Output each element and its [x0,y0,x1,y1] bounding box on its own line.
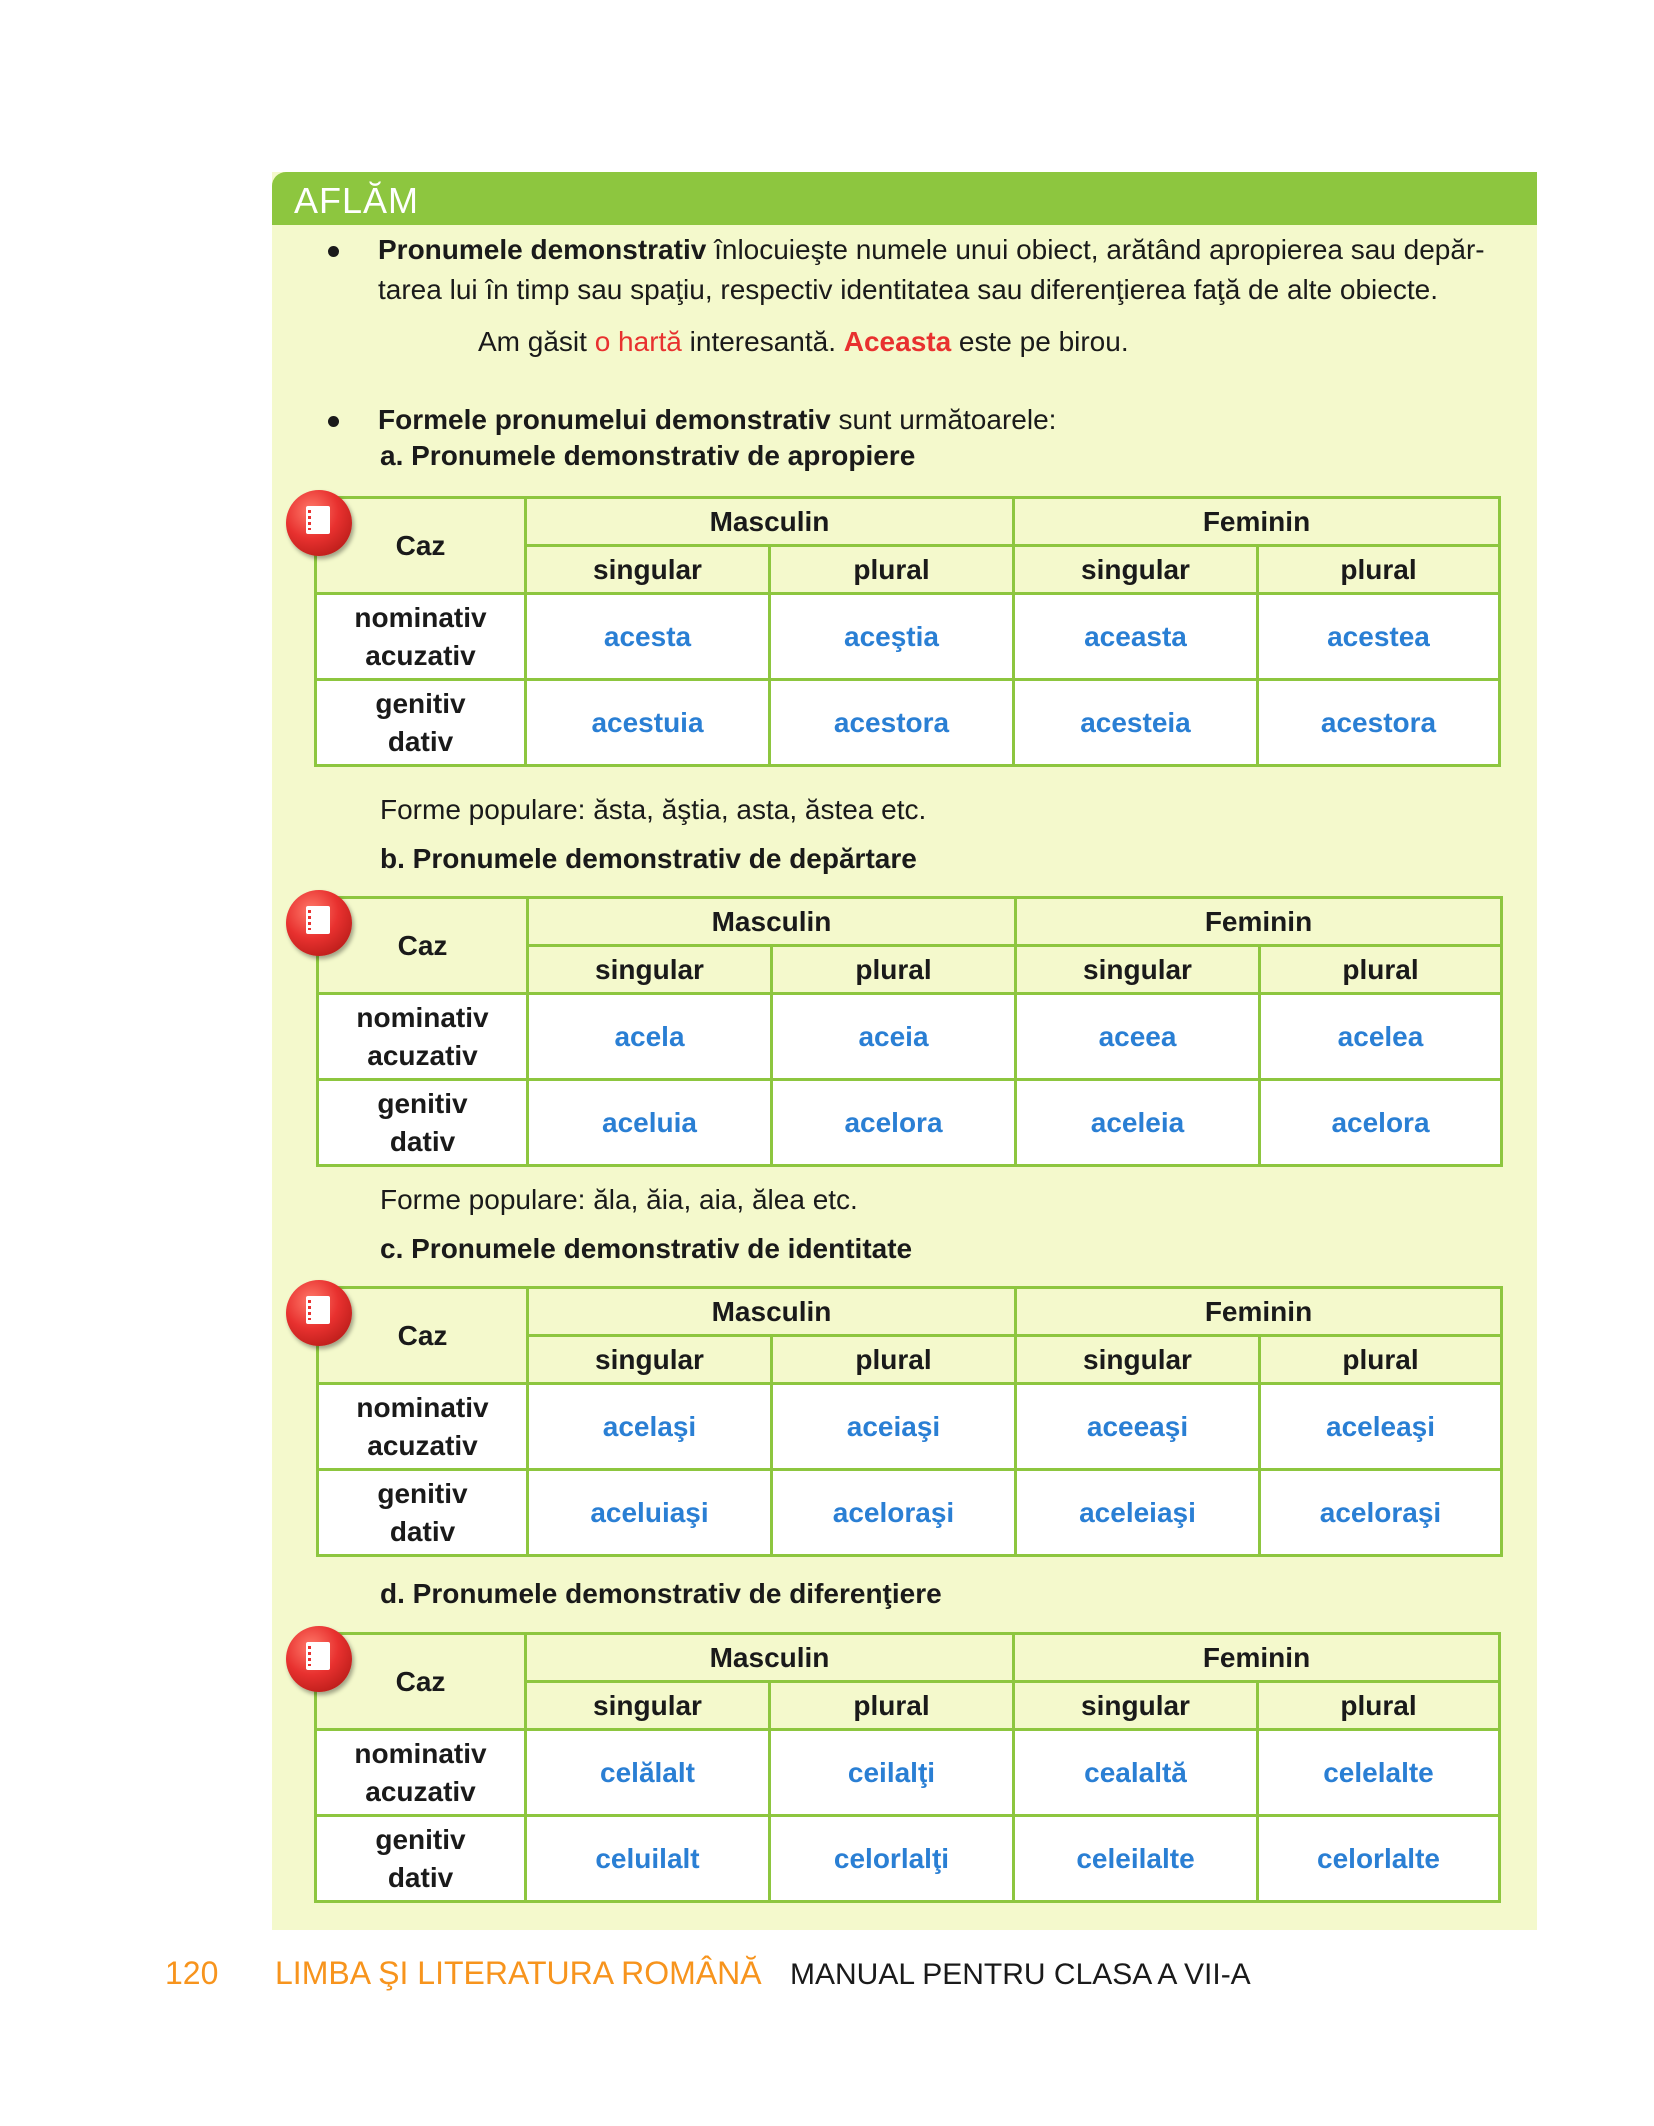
notebook-icon [286,490,352,556]
plural-header: plural [1258,546,1500,594]
pronoun-form: aceloraşi [1260,1470,1502,1556]
bullet-icon [328,246,339,257]
case-label-line: dativ [389,1515,456,1547]
masculine-header: Masculin [526,498,1014,546]
term-bold: Pronumele demonstrativ [378,234,707,265]
notebook-icon [286,1626,352,1692]
pronoun-form: aceea [1016,994,1260,1080]
table-row [316,1816,1500,1902]
pronoun-form: aceluia [528,1080,772,1166]
table-heading: d. Pronumele demonstrativ de diferenţiere [380,1578,942,1609]
table-row [318,1384,1502,1470]
demonstrative-table [316,1286,1503,1557]
notebook-page-shape [306,1642,330,1670]
case-label-line: acuzativ [367,1039,478,1071]
table-row [318,1080,1502,1166]
case-label [316,680,526,766]
pronoun-form: acela [528,994,772,1080]
pronoun-form: acestora [1258,680,1500,766]
pronoun-form: aceeaşi [1016,1384,1260,1470]
table-header-row [316,1634,1500,1682]
plural-header: plural [1258,1682,1500,1730]
singular-header: singular [1016,946,1260,994]
case-label-line: dativ [387,725,454,757]
case-label-line: genitiv [375,1823,466,1855]
plural-header: plural [1260,946,1502,994]
case-label [316,1730,526,1816]
example-mid: interesantă. [681,326,844,357]
section-header [272,172,1537,225]
case-label-line: dativ [387,1861,454,1893]
notebook-icon [286,1280,352,1346]
case-label [316,594,526,680]
pronoun-form: acestea [1258,594,1500,680]
definition-line-1: înlocuieşte numele unui obiect, arătând apropierea sau depăr- [706,234,1485,265]
singular-header: singular [528,946,772,994]
pronoun-form: aceiaşi [772,1384,1016,1470]
popular-forms-note: Forme populare: ăla, ăia, aia, ălea etc. [380,1184,858,1215]
forms-term-bold: Formele pronumelui demonstrativ [378,404,831,435]
case-label [318,994,528,1080]
table-header-row [318,1288,1502,1336]
case-label-line: nominativ [354,601,487,633]
table-header-row [316,498,1500,546]
case-header: Caz [316,1634,526,1730]
pronoun-form: aceleaşi [1260,1384,1502,1470]
case-label-line: acuzativ [365,1775,476,1807]
page-number: 120 [165,1955,219,1991]
pronoun-form: aceleiaşi [1016,1470,1260,1556]
pronoun-form: celorlalţi [770,1816,1014,1902]
example-sentence [478,322,1129,362]
definition-line-2: tarea lui în timp sau spaţiu, respectiv identitatea sau diferenţierea faţă de alte obiecte. [378,274,1438,305]
table-row [318,994,1502,1080]
case-label [318,1384,528,1470]
singular-header: singular [1014,1682,1258,1730]
case-label [318,1470,528,1556]
pronoun-form: celorlalte [1258,1816,1500,1902]
pronoun-form: acesteia [1014,680,1258,766]
pronoun-form: acelora [772,1080,1016,1166]
notebook-page-shape [306,506,330,534]
example-noun: o hartă [594,326,682,357]
singular-header: singular [526,546,770,594]
pronoun-form: aceloraşi [772,1470,1016,1556]
pronoun-form: aceluiaşi [528,1470,772,1556]
notebook-page-shape [306,1296,330,1324]
pronoun-form: celelalte [1258,1730,1500,1816]
pronoun-form: aceştia [770,594,1014,680]
book-title: MANUAL PENTRU CLASA A VII-A [790,1958,1251,1991]
pronoun-form: acelea [1260,994,1502,1080]
pronoun-form: acelaşi [528,1384,772,1470]
plural-header: plural [770,546,1014,594]
pronoun-form: acestuia [526,680,770,766]
case-label-line: genitiv [377,1477,468,1509]
table-heading: b. Pronumele demonstrativ de depărtare [380,843,917,874]
forms-rest: sunt următoarele: [830,404,1057,435]
feminine-header: Feminin [1014,498,1500,546]
singular-header: singular [526,1682,770,1730]
example-pre: Am găsit [478,326,595,357]
table-header-row [318,898,1502,946]
pronoun-form: acesta [526,594,770,680]
demonstrative-table [314,496,1501,767]
definition-text [378,230,1528,310]
pronoun-form: acelora [1260,1080,1502,1166]
case-header: Caz [318,898,528,994]
masculine-header: Masculin [528,898,1016,946]
singular-header: singular [1016,1336,1260,1384]
pronoun-form: ceilalţi [770,1730,1014,1816]
case-label [318,1080,528,1166]
section-title: AFLĂM [294,180,420,221]
demonstrative-table [316,896,1503,1167]
pronoun-form: cealaltă [1014,1730,1258,1816]
popular-forms-note: Forme populare: ăsta, ăştia, asta, ăstea etc. [380,794,927,825]
plural-header: plural [772,946,1016,994]
table-row [316,594,1500,680]
case-label-line: nominativ [354,1737,487,1769]
table-heading: c. Pronumele demonstrativ de identitate [380,1233,913,1264]
table-heading: a. Pronumele demonstrativ de apropiere [380,440,916,471]
case-label-line: genitiv [377,1087,468,1119]
pronoun-form: aceasta [1014,594,1258,680]
feminine-header: Feminin [1016,898,1502,946]
notebook-page-shape [306,906,330,934]
table-row [316,1730,1500,1816]
singular-header: singular [528,1336,772,1384]
pronoun-form: aceleia [1016,1080,1260,1166]
plural-header: plural [1260,1336,1502,1384]
example-pronoun: Aceasta [843,326,952,357]
pronoun-form: acestora [770,680,1014,766]
case-header: Caz [316,498,526,594]
notebook-icon [286,890,352,956]
case-label [316,1816,526,1902]
forms-text [378,400,1528,440]
masculine-header: Masculin [528,1288,1016,1336]
pronoun-form: celuilalt [526,1816,770,1902]
demonstrative-table [314,1632,1501,1903]
pronoun-form: celeilalte [1014,1816,1258,1902]
singular-header: singular [1014,546,1258,594]
case-header: Caz [318,1288,528,1384]
pronoun-form: aceia [772,994,1016,1080]
table-row [316,680,1500,766]
bullet-icon [328,416,339,427]
table-row [318,1470,1502,1556]
subject-title: LIMBA ŞI LITERATURA ROMÂNĂ [275,1955,762,1991]
plural-header: plural [770,1682,1014,1730]
case-label-line: acuzativ [367,1429,478,1461]
feminine-header: Feminin [1014,1634,1500,1682]
feminine-header: Feminin [1016,1288,1502,1336]
case-label-line: nominativ [356,1001,489,1033]
case-label-line: genitiv [375,687,466,719]
pronoun-form: celălalt [526,1730,770,1816]
case-label-line: dativ [389,1125,456,1157]
masculine-header: Masculin [526,1634,1014,1682]
plural-header: plural [772,1336,1016,1384]
case-label-line: acuzativ [365,639,476,671]
example-post: este pe birou. [951,326,1129,357]
case-label-line: nominativ [356,1391,489,1423]
